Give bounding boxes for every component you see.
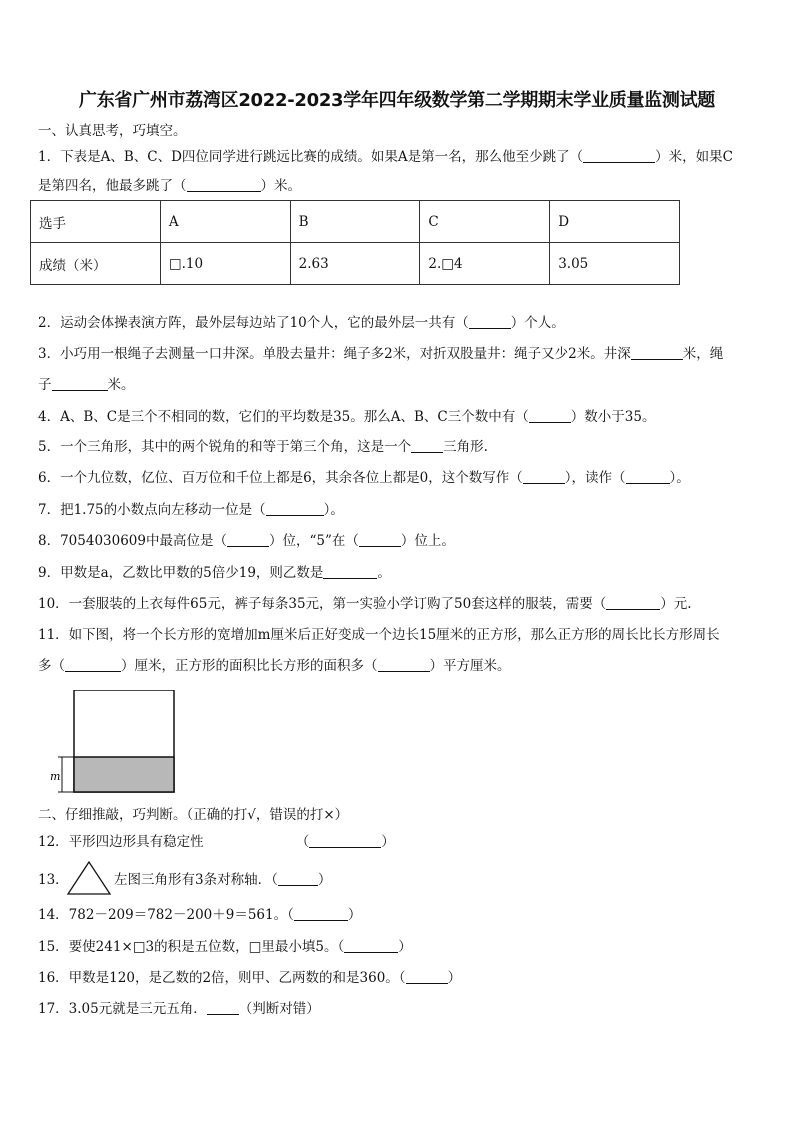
table-cell: 2.□4 [420,243,550,285]
question-15: 15．要使241×□3的积是五位数，□里最小填5。（ ） [38,939,412,955]
answer-blank[interactable] [278,872,318,886]
question-16: 16．甲数是120，是乙数的2倍，则甲、乙两数的和是360。（ ） [38,970,462,986]
table-row [31,243,680,285]
answer-blank[interactable] [359,533,401,547]
answer-blank[interactable] [523,470,565,484]
answer-blank[interactable] [583,149,655,163]
table-cell: C [420,201,550,243]
shaded-strip [74,757,174,792]
question-3-line-2: 子 米。 [38,377,135,393]
question-12: 12．平形四边形具有稳定性 （ ） [38,834,395,850]
answer-blank[interactable] [187,178,261,192]
question-10: 10．一套服装的上衣每件65元，裤子每条35元，第一实验小学订购了50套这样的服装，需要（ ）元. [38,596,692,612]
question-17: 17．3.05元就是三元五角． （判断对错） [38,1001,320,1017]
table-cell: D [550,201,680,243]
section-1-heading: 一、认真思考，巧填空。 [38,123,187,139]
table-cell: 成绩（米） [31,243,161,285]
question-11-line-1: 11．如下图，将一个长方形的宽增加m厘米后正好变成一个边长15厘米的正方形，那么正方形的周长比长方形周长 [38,627,720,643]
answer-blank[interactable] [266,502,324,516]
question-13: 左图三角形有3条对称轴．（ ） [114,872,332,888]
dimension-label-m: m [50,770,61,783]
section-2-heading: 二、仔细推敲，巧判断。（正确的打√，错误的打×） [38,807,349,823]
answer-blank[interactable] [294,907,348,921]
table-cell: A [160,201,290,243]
question-11-line-2: 多（ ）厘米，正方形的面积比长方形的面积多（ ）平方厘米。 [38,658,511,674]
triangle-diagram [66,860,112,896]
answer-blank[interactable] [309,834,381,848]
question-5: 5．一个三角形，其中的两个锐角的和等于第三个角，这是一个 三角形. [38,439,488,455]
question-3-line-1: 3．小巧用一根绳子去测量一口井深。单股去量井：绳子多2米，对折双股量井：绳子又少2米。井深 米，绳 [38,346,724,362]
score-table [30,200,680,285]
answer-blank[interactable] [344,939,398,953]
answer-blank[interactable] [378,658,430,672]
answer-blank[interactable] [207,1001,239,1015]
answer-blank[interactable] [323,565,377,579]
question-1-line-1: 1．下表是A、B、C、D四位同学进行跳远比赛的成绩。如果A是第一名，那么他至少跳了（ ）米，如果C [38,149,734,165]
table-cell: 选手 [31,201,161,243]
table-row [31,201,680,243]
page-title: 广东省广州市荔湾区2022-2023学年四年级数学第二学期期末学业质量监测试题 [79,90,715,111]
answer-blank[interactable] [529,409,571,423]
answer-blank[interactable] [469,315,511,329]
answer-blank[interactable] [65,658,121,672]
question-1-line-2: 是第四名，他最多跳了（ ）米。 [38,178,301,194]
question-6: 6．一个九位数，亿位、百万位和千位上都是6，其余各位上都是0，这个数写作（ ），读作（ ）。 [38,470,690,486]
answer-blank[interactable] [227,533,269,547]
rectangle-diagram [48,690,188,794]
answer-blank[interactable] [411,439,443,453]
answer-blank[interactable] [406,970,448,984]
table-cell: B [290,201,420,243]
table-cell: 2.63 [290,243,420,285]
answer-blank[interactable] [52,377,108,391]
answer-blank[interactable] [626,470,670,484]
table-cell: 3.05 [550,243,680,285]
question-7: 7．把1.75的小数点向左移动一位是（ ）。 [38,502,344,518]
answer-blank[interactable] [606,596,660,610]
question-4: 4．A、B、C是三个不相同的数，它们的平均数是35。那么A、B、C三个数中有（ ）数小于35。 [38,409,656,425]
question-9: 9．甲数是a，乙数比甲数的5倍少19，则乙数是 。 [38,565,391,581]
triangle-shape [68,862,110,894]
question-2: 2．运动会体操表演方阵，最外层每边站了10个人，它的最外层一共有（ ）个人。 [38,315,565,331]
question-8: 8．7054030609中最高位是（ ）位，“5”在（ ）位上。 [38,533,455,549]
table-cell: □.10 [160,243,290,285]
answer-blank[interactable] [631,346,683,360]
question-13-number: 13． [38,872,69,888]
question-14: 14．782－209＝782－200＋9＝561。（ ） [38,907,362,923]
